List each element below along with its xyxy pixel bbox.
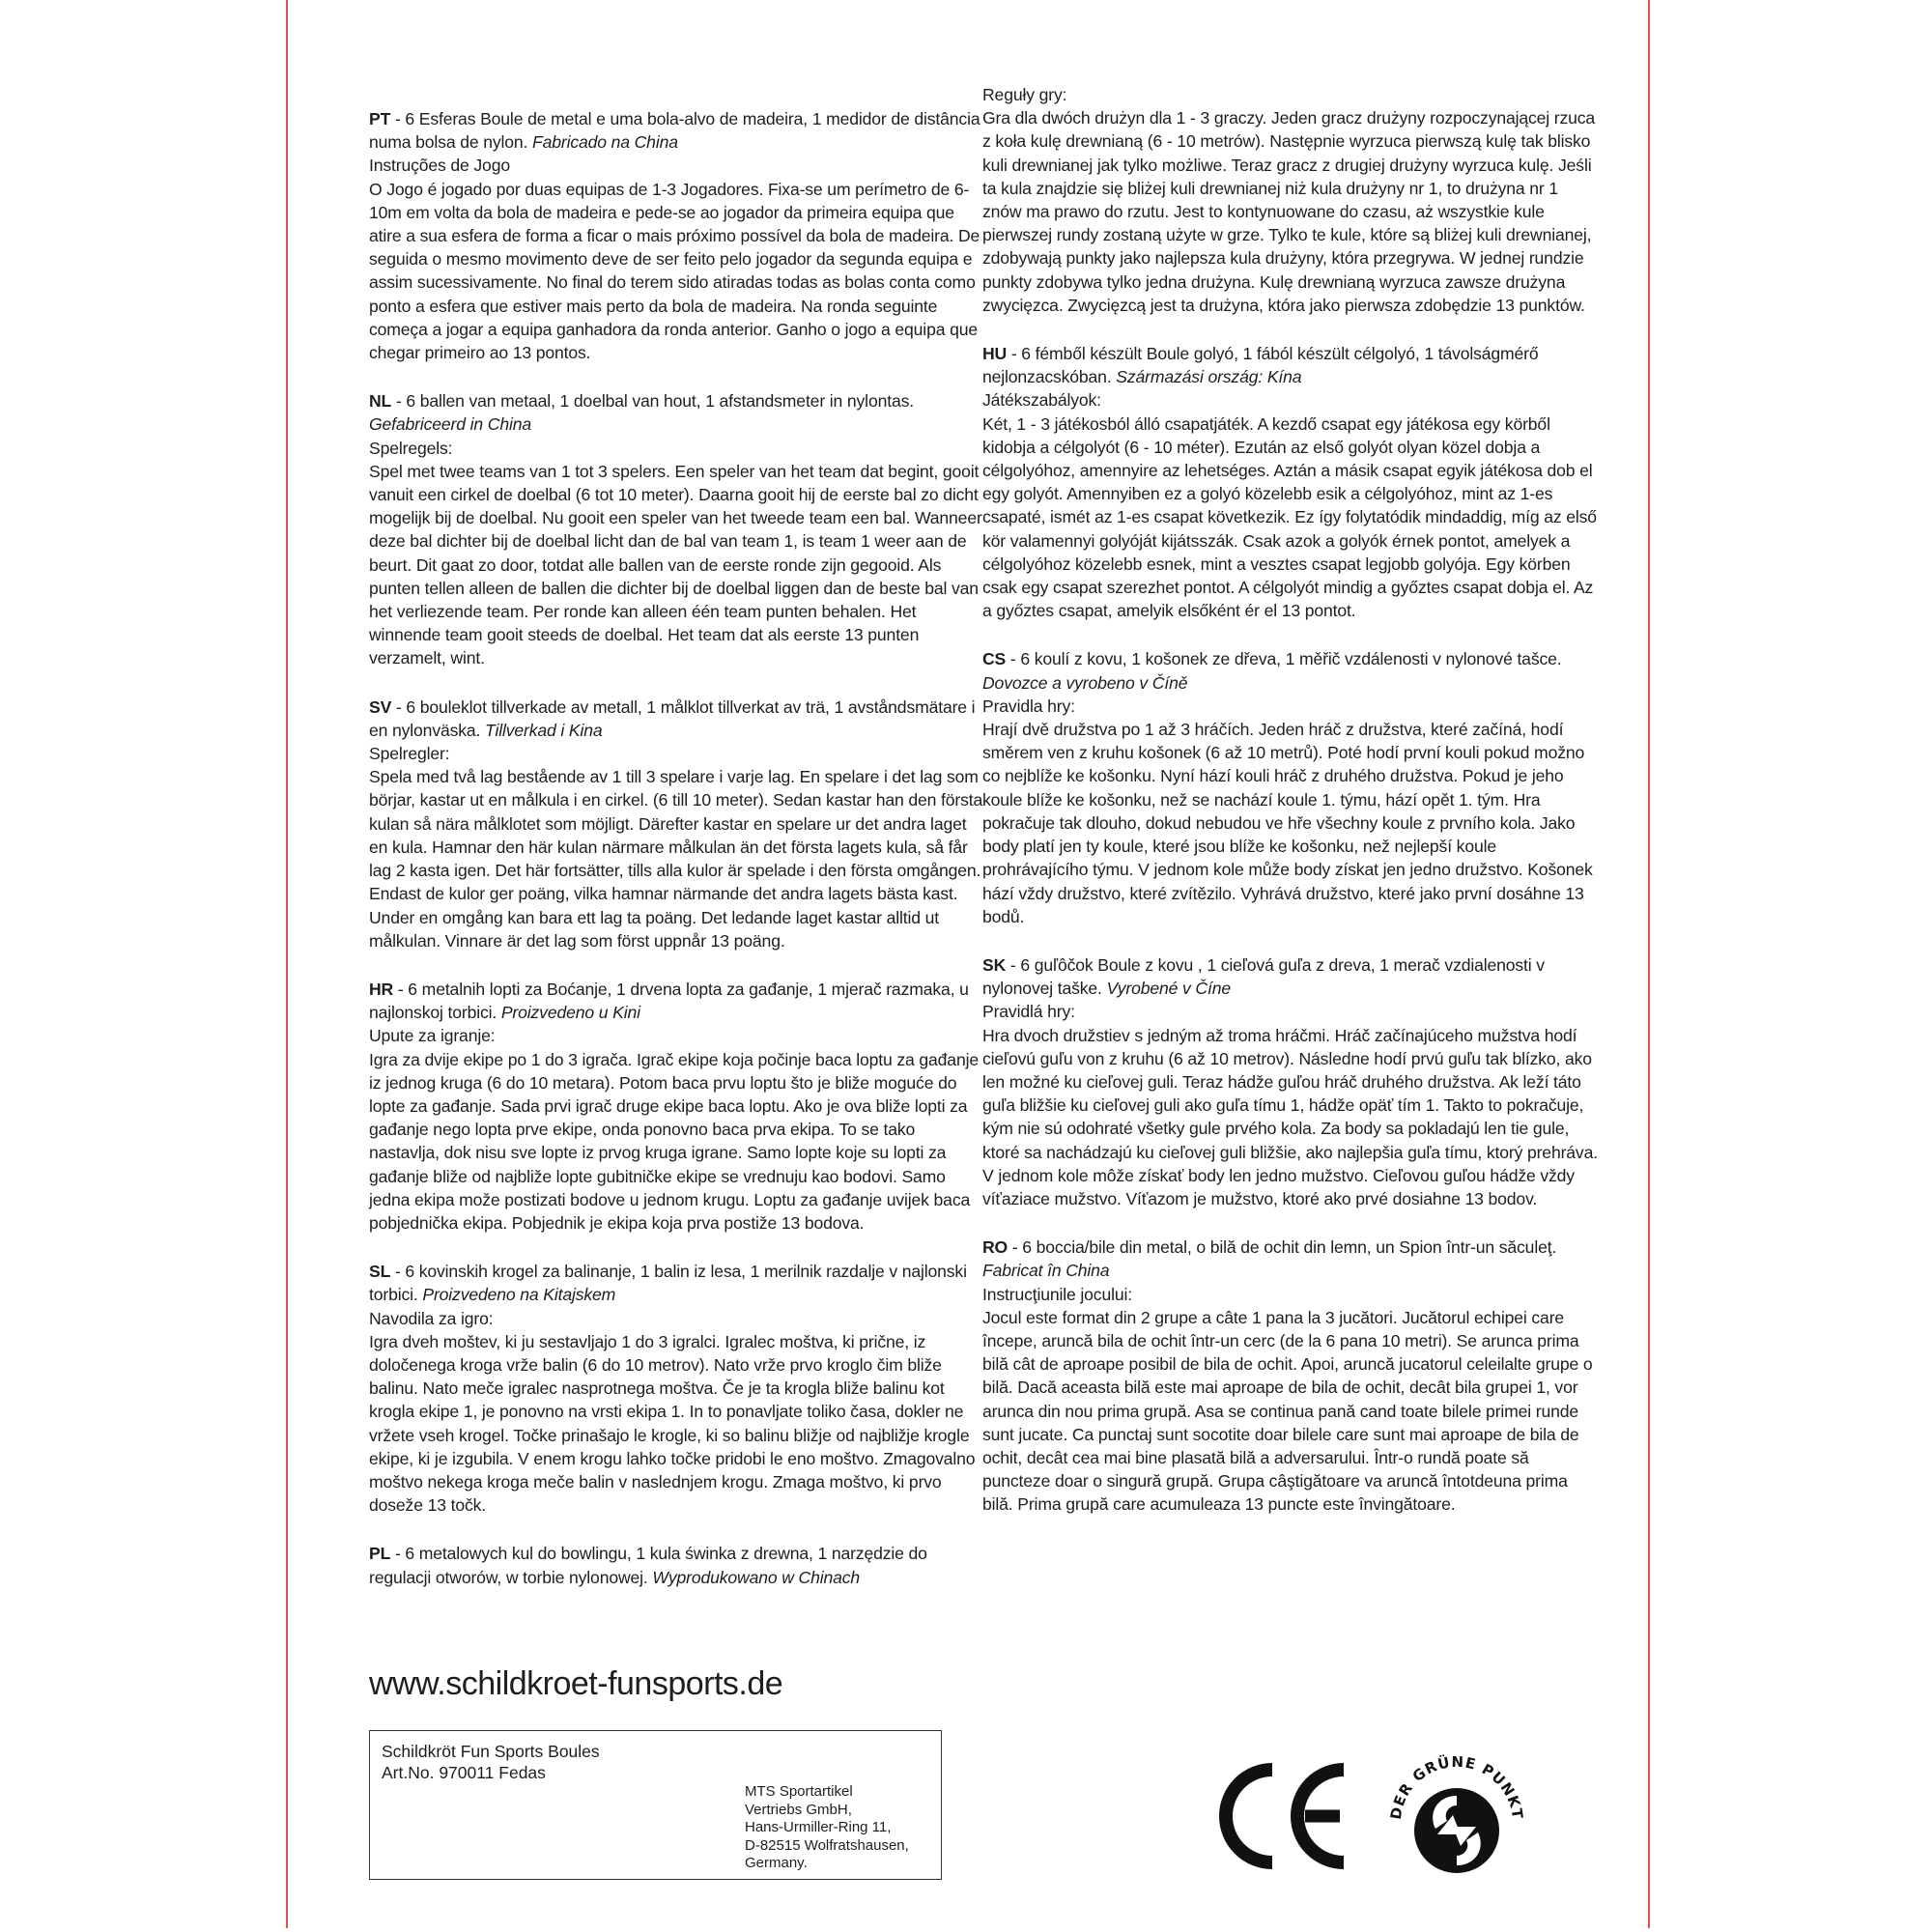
address-line: Germany. (745, 1855, 808, 1871)
origin-text: Dovozce a vyrobeno v Číně (982, 672, 1188, 693)
language-code: SK (982, 954, 1007, 975)
product-name-block (382, 1741, 600, 1783)
rules-text: Hra dvoch družstiev s jedným až troma hráčmi. Hráč začínajúceho mužstva hodí cieľovú guľu von z kruhu (6 až 10 metrov). Následne hodí prvú guľu tak blízko, ako len možné ku cieľovej guli. Teraz hádže guľou hráč druhého družstva. Ak leží táto guľa bližšie ku cieľovej guli ako guľa tímu 1, hádže opäť tím 1. Takto to pokračuje, kým nie sú odohraté všetky gule prvého kola. Za body sa pokladajú len tie gule, ktoré sa nachádzajú ku cieľovej guli bližšie, ako najlepšia guľa tímu, ktorý prehráva. V jednom kole môže získať body len jedno mužstvo. Cieľovou guľou hádže vždy víťaziace mužstvo. Víťazom je mužstvo, ktoré ako prvé dosiahne 13 bodov. (982, 1025, 1598, 1208)
green-dot-icon (1379, 1734, 1534, 1889)
green-dot-label: DER GRÜNE PUNKT (1386, 1752, 1527, 1821)
address-line: MTS Sportartikel (745, 1783, 853, 1800)
rules-text: Spel met twee teams van 1 tot 3 spelers. Een speler van het team dat begint, gooit vanuit een cirkel de doelbal (6 tot 10 meter). Daarna gooit hij de eerste bal zo dicht mogelijk bij de doelbal. Nu gooit een speler van het tweede team een bal. Wanneer deze bal dichter bij de doelbal licht dan de bal van team 1, is team 1 weer aan de beurt. Dit gaat zo door, totdat alle ballen van de eerste ronde zijn gegooid. Als punten tellen alleen de ballen die dichter bij de doelbal liggen dan de beste bal van het verliezende team. Per ronde kan alleen één team punten behalen. Het winnende team gooit steeds de doelbal. Het team dat als eerste 13 punten verzamelt, wint. (369, 461, 982, 668)
language-code: HR (369, 979, 394, 999)
contents-text: - 6 boccia/bile din metal, o bilă de ochit din lemn, un Spion într-un săculeţ. (1008, 1237, 1557, 1258)
section-hu (982, 342, 1601, 622)
contents-text: - 6 ballen van metaal, 1 doelbal van hout, 1 afstandsmeter in nylontas. (391, 391, 914, 412)
rules-title: Játékszabályok: (982, 390, 1101, 411)
rules-title: Instrucţiunile jocului: (982, 1284, 1132, 1304)
origin-text: Fabricat în China (982, 1261, 1110, 1281)
contents-text: - 6 kovinskih krogel za balinanje, 1 balin iz lesa, 1 merilnik razdalje v najlonski torbici. (369, 1262, 967, 1305)
product-name: Schildkröt Fun Sports Boules (382, 1742, 600, 1761)
address-line: D-82515 Wolfratshausen, (745, 1836, 909, 1854)
left-column (369, 107, 987, 1614)
rules-title: Navodila za igro: (369, 1308, 494, 1328)
section-sl (369, 1260, 987, 1517)
section-hr (369, 978, 987, 1235)
section-sk (982, 953, 1601, 1210)
origin-text: Gefabriceerd in China (369, 414, 531, 435)
rules-text: Két, 1 - 3 játékosból álló csapatjáték. A kezdő csapat egy játékosa egy körből kidobja a célgolyót (6 - 10 méter). Ezután az első golyót olyan közel dobja a célgolyóhoz, amennyire az lehetséges. Aztán a másik csapat egyik játékosa dob el egy golyót. Amennyiben ez a golyó közelebb esik a célgolyóhoz, mint az 1-es csapaté, ismét az 1-es csapat következik. Ez így folytatódik mindaddig, míg az első kör valamennyi golyóját kijátsszák. Csak azok a golyók érnek pontot, amelyek a célgolyóhoz közelebb esnek, mint a vesztes csapat legjobb golyója. Egy körben csak egy csapat szerezhet pontot. A célgolyót mindig a győztes csapat dobja el. Az a győztes csapat, amelyik elsőként ér el 13 pontot. (982, 413, 1597, 621)
rules-text: Gra dla dwóch drużyn dla 1 - 3 graczy. Jeden gracz drużyny rozpoczynającej rzuca z koła kulę drewnianą (6 - 10 metrów). Następnie wyrzuca pierwszą kulę tak blisko kuli drewnianej jak tylko możliwe. Teraz gracz z drugiej drużyny wyrzuca kulę. Jeśli ta kula znajdzie się bliżej kuli drewnianej niż kula drużyny nr 1, to drużyna nr 1 znów ma prawo do rzutu. Jest to kontynuowane do czasu, aż wszystkie kule pierwszej rundy zostaną użyte w grze. Tylko te kule, które są bliżej kuli drewnianej, zdobywają punkty jako najlepsza kula drużyny, która przegrywa. W jednej rundzie punkty zdobywa tylko jedna drużyna. Kulę drewnianą wyrzuca zawsze drużyna zwycięzca. Zwycięzcą jest ta drużyna, która jako pierwsza zdobędzie 13 punktów. (982, 108, 1596, 315)
language-code: PT (369, 109, 391, 128)
section-pl (369, 1542, 987, 1588)
rules-title: Pravidlá hry: (982, 1002, 1075, 1022)
article-number: Art.No. 970011 Fedas (382, 1763, 546, 1782)
contents-text: - 6 bouleklot tillverkade av metall, 1 målklot tillverkat av trä, 1 avståndsmätare i en nylonväska. (369, 696, 976, 740)
origin-text: Proizvedeno na Kitajskem (422, 1285, 616, 1305)
origin-text: Vyrobené v Číne (1106, 979, 1231, 999)
manufacturer-address (745, 1783, 909, 1873)
contents-text: - 6 fémből készült Boule golyó, 1 fából készült célgolyó, 1 távolságmérő nejlonzacskóban. (982, 344, 1539, 387)
language-code: NL (369, 391, 392, 412)
rules-title: Spelregler: (369, 744, 450, 764)
rules-title: Upute za igranje: (369, 1026, 496, 1046)
language-code: HU (982, 344, 1008, 364)
rules-text: Spela med två lag bestående av 1 till 3 spelare i varje lag. En spelare i det lag som börjar, kastar ut en målkula i en cirkel. (6 till 10 meter). Sedan kastar han den första kulan så nära målklotet som möjligt. Därefter kastar en spelare ur det andra laget en kula. Hamnar den här kulan närmare målkulan än det första lagets kula, så får lag 2 kasta igen. Det här fortsätter, tills alla kulor är spelade i den första omgången. Endast de kulor ger poäng, vilka hamnar närmande det andra lagets bästa kast. Under en omgång kan bara ett lag ta poäng. Det ledande laget kastar alltid ut målkulan. Vinnare är det lag som först uppnår 13 poäng. (369, 767, 983, 951)
ce-mark-icon (1212, 1758, 1355, 1874)
origin-text: Wyprodukowano w Chinach (652, 1567, 861, 1587)
rules-title: Instruções de Jogo (369, 156, 510, 176)
section-nl (369, 389, 987, 669)
rules-text: Hrají dvě družstva po 1 až 3 hráčích. Jeden hráč z družstva, které začíná, hodí směrem ven z kruhu košonek (6 až 10 metrů). Poté hodí první kouli pokud možno co nejblíže ke košonku. Nyní hází kouli hráč z druhého družstva. Pokud je jeho koule blíže ke košonku, než se nachází koule 1. týmu, hází opět 1. tým. Hra pokračuje tak dlouho, dokud nebudou ve hře všechny koule z prvního kola. Jako body platí jen ty koule, které jsou blíže ke košonku, než nejlepší koule prohrávajícího týmu. V jednom kole může body získat jen jedno družstvo. Košonek hází vždy družstvo, které zvítězilo. Vyhrává družstvo, které jako první dosáhne 13 bodů. (982, 720, 1593, 926)
origin-text: Származási ország: Kína (1116, 367, 1302, 387)
address-line: Hans-Urmiller-Ring 11, (745, 1819, 892, 1835)
contents-text: - 6 koulí z kovu, 1 košonek ze dřeva, 1 měřič vzdálenosti v nylonové tašce. (1006, 649, 1562, 669)
rules-title: Spelregels: (369, 438, 453, 458)
rules-text: Jocul este format din 2 grupe a câte 1 pana la 3 jucători. Jucătorul echipei care începe, aruncă bila de ochit într-un cerc (de la 6 pana 10 metri). Se arunca prima bilă cât de aproape posibil de bila de ochit. Apoi, aruncă jucatorul celeilalte grupe o bilă. Dacă aceasta bilă este mai aproape de bila de ochit, decât bila grupei 1, vor arunca din nou prima grupă. Asa se continua pană cand toate bilele primei runde sunt jucate. Ca punctaj sunt socotite doar bilele care sunt mai aproape de bila de ochit, decât cea mai bine plasată bilă a adversarului. Într-o rundă poate să puncteze doar o singură grupă. Grupa câştigătoare va aruncă întotdeuna prima bilă. Prima grupă care acumuleaza 13 puncte este învingătoare. (982, 1307, 1593, 1515)
address-line: Vertriebs GmbH, (745, 1801, 852, 1818)
origin-text: Fabricado na China (532, 132, 678, 153)
rules-text: O Jogo é jogado por duas equipas de 1-3 Jogadores. Fixa-se um perímetro de 6-10m em volta da bola de madeira e pede-se ao jogador da primeira equipa que atire a sua esfera de forma a ficar o mais próximo possível da bola de madeira. De seguida o mesmo movimento deve de ser feito pelo jogador da segunda equipa e assim sucessivamente. No final do terem sido atiradas todas as bolas conta como ponto a esfera que estiver mais perto da bola de madeira. Na ronda seguinte começa a jogar a equipa ganhadora da ronda anterior. Ganho o jogo a equipa que chegar primeiro ao 13 pontos. (369, 179, 980, 363)
language-code: CS (982, 649, 1007, 669)
language-code: PL (369, 1544, 391, 1564)
language-code: SV (369, 696, 392, 717)
contents-text: - 6 guľôčok Boule z kovu , 1 cieľová guľa z dreva, 1 merač vzdialenosti v nylonovej taške. (982, 954, 1545, 999)
contents-text: - 6 metalowych kul do bowlingu, 1 kula świnka z drewna, 1 narzędzie do regulacji otworów, w torbie nylonowej. (369, 1544, 927, 1587)
section-pl-continued (982, 83, 1601, 317)
section-pt (369, 107, 987, 364)
rules-text: Igra za dvije ekipe po 1 do 3 igrača. Igrač ekipe koja počinje baca loptu za gađanje iz jednog kruga (6 do 10 metara). Potom baca prvu loptu što je bliže moguće do lopte za gađanje. Sada prvi igrač druge ekipe baca loptu. Ako je ova bliže lopti za gađanje nego lopta prve ekipe, onda ponovno baca prva ekipa. To se tako nastavlja, dok nisu sve lopte iz prvog kruga igrane. Samo lopte koje su lopti za gađanje bliže od najbliže lopte gubitničke ekipe se vrednuju kao bodovi. Samo jedna ekipa može postizati bodove u jednom krugu. Loptu za gađanje uvijek baca pobjednička ekipa. Pobjednik je ekipa koja prva postiže 13 bodova. (369, 1049, 979, 1233)
contents-text: - 6 metalnih lopti za Boćanje, 1 drvena lopta za gađanje, 1 mjerač razmaka, u najlonskoj torbici. (369, 979, 969, 1023)
section-sv (369, 696, 987, 952)
website-url: www.schildkroet-funsports.de (369, 1665, 783, 1702)
rules-title: Reguły gry: (982, 85, 1067, 104)
language-code: SL (369, 1262, 391, 1282)
section-ro (982, 1236, 1601, 1516)
origin-text: Proizvedeno u Kini (500, 1003, 640, 1023)
section-cs (982, 647, 1601, 927)
product-info-box (369, 1730, 942, 1880)
rules-text: Igra dveh moštev, ki ju sestavljajo 1 do 3 igralci. Igralec moštva, ki prične, iz določenega kroga vrže balin (6 do 10 metrov). Nato vrže prvo kroglo čim bliže balinu. Nato meče igralec nasprotnega moštva. Če je ta krogla bliže balinu kot krogla ekipe 1, je ponovno na vrsti ekipa 1. In to ponavljate toliko časa, dokler ne vržete vseh krogel. Točke prinašajo le krogle, ki so balinu bližje od najbližje krogle ekipe, ki je izgubila. V enem krogu lahko točke pridobi le eno moštvo. Zmagovalno moštvo nekega kroga meče balin v naslednjem krogu. Zmaga moštvo, ki prvo doseže 13 točk. (369, 1331, 976, 1516)
contents-text: - 6 Esferas Boule de metal e uma bola-alvo de madeira, 1 medidor de distância numa bolsa de nylon. (369, 109, 980, 153)
origin-text: Tillverkad i Kina (485, 720, 603, 740)
rules-title: Pravidla hry: (982, 696, 1075, 716)
language-code: RO (982, 1237, 1009, 1258)
right-column (982, 83, 1601, 1542)
